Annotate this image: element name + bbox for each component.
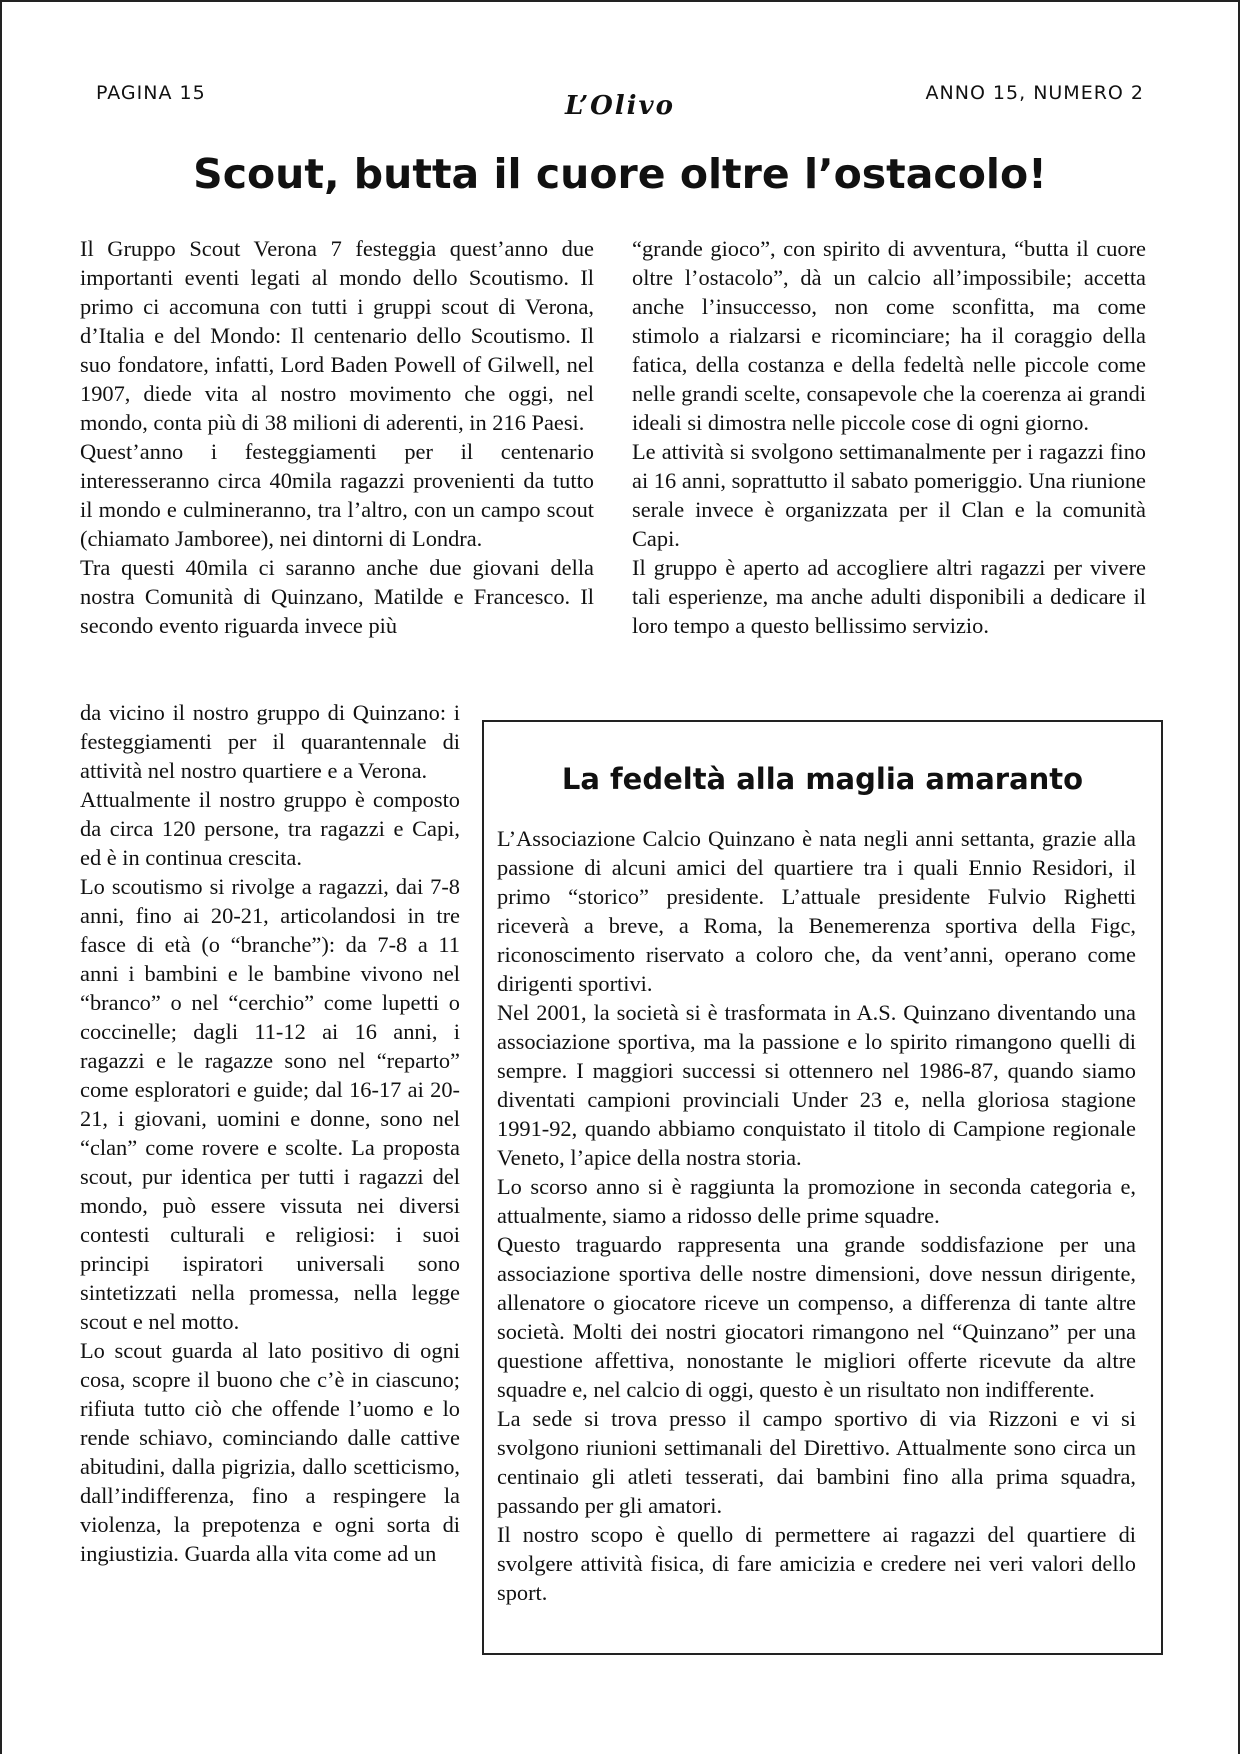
boxed-article-title: La fedeltà alla maglia amaranto — [561, 762, 1084, 796]
boxed-paragraph: La sede si trova presso il campo sportivo di via Rizzoni e vi si svolgono riunioni settimanali del Direttivo. Attualmente sono circa un centinaio gli atleti tesserati, dai bambini fino alla prima squadra, passando per gli amatori. — [497, 1406, 1136, 1518]
article-paragraph: Il gruppo è aperto ad accogliere altri ragazzi per vivere tali esperienze, ma anche adulti disponibili a dedicare il loro tempo a questo bellissimo servizio. — [632, 555, 1146, 638]
article-paragraph: da vicino il nostro gruppo di Quinzano: i festeggiamenti per il quarantennale di attività nel nostro quartiere e a Verona. — [80, 700, 460, 783]
article-paragraph: Il Gruppo Scout Verona 7 festeggia quest’anno due importanti eventi legati al mondo dello Scoutismo. Il primo ci accomuna con tutti i gruppi scout di Verona, d’Italia e del Mondo: Il centenario dello Scoutismo. Il suo fondatore, infatti, Lord Baden Powell of Gilwell, nel 1907, diede vita al nostro movimento che oggi, nel mondo, conta più di 38 milioni di aderenti, in 216 Paesi. — [80, 236, 594, 435]
boxed-article — [482, 720, 1163, 1655]
article-column-left-narrow — [80, 698, 460, 1568]
article-paragraph: “grande gioco”, con spirito di avventura, “butta il cuore oltre l’ostacolo”, dà un calcio all’impossibile; accetta anche l’insuccesso, non come sconfitta, ma come stimolo a rialzarsi e ricominciare; ha il coraggio della fatica, della costanza e della fedeltà nelle piccole come nelle grandi scelte, consapevole che la coerenza ai grandi ideali si dimostra nelle piccole cose di ogni giorno. — [632, 236, 1146, 435]
boxed-paragraph: Lo scorso anno si è raggiunta la promozione in seconda categoria e, attualmente, siamo a ridosso delle prime squadre. — [497, 1174, 1136, 1228]
boxed-article-body — [497, 824, 1136, 1607]
boxed-paragraph: L’Associazione Calcio Quinzano è nata negli anni settanta, grazie alla passione di alcuni amici del quartiere tra i quali Ennio Residori, il primo “storico” presidente. L’attuale presidente Fulvio Righetti riceverà a breve, a Roma, la Benemerenza sportiva della Figc, riconoscimento riservato a coloro che, da vent’anni, operano come dirigenti sportivi. — [497, 826, 1136, 996]
boxed-paragraph: Questo traguardo rappresenta una grande soddisfazione per una associazione sportiva delle nostre dimensioni, dove nessun dirigente, allenatore o giocatore riceve un compenso, a differenza di tante altre società. Molti dei nostri giocatori rimangono nel “Quinzano” per una questione affettiva, nonostante le migliori offerte ricevute da altre squadre e, nel calcio di oggi, questo è un risultato non indifferente. — [497, 1232, 1136, 1402]
article-paragraph: Lo scout guarda al lato positivo di ogni cosa, scopre il buono che c’è in ciascuno; rifiuta tutto ciò che offende l’uomo e lo rende schiavo, cominciando dalle cattive abitudini, dalla pigrizia, dallo scetticismo, dall’indifferenza, fino a respingere la violenza, la prepotenza e ogni sorta di ingiustizia. Guarda alla vita come ad un — [80, 1338, 460, 1566]
article-column-left-top — [80, 234, 594, 640]
article-paragraph: Attualmente il nostro gruppo è composto da circa 120 persone, tra ragazzi e Capi, ed è in continua crescita. — [80, 787, 460, 870]
article-headline: Scout, butta il cuore oltre l’ostacolo! — [193, 150, 1047, 198]
article-paragraph: Tra questi 40mila ci saranno anche due giovani della nostra Comunità di Quinzano, Matilde e Francesco. Il secondo evento riguarda invece più — [80, 555, 594, 638]
article-column-right — [632, 234, 1146, 640]
boxed-paragraph: Nel 2001, la società si è trasformata in A.S. Quinzano diventando una associazione sportiva, ma la passione e lo spirito rimangono quelli di sempre. I maggiori successi si ottennero nel 1986-87, quando siamo diventati campioni provinciali Under 23 e, nella gloriosa stagione 1991-92, quando abbiamo conquistato il titolo di Campione regionale Veneto, l’apice della nostra storia. — [497, 1000, 1136, 1170]
boxed-paragraph: Il nostro scopo è quello di permettere ai ragazzi del quartiere di svolgere attività fisica, di fare amicizia e credere nei veri valori dello sport. — [497, 1522, 1136, 1605]
page-border-left — [0, 0, 2, 1754]
page-border-top — [0, 0, 1240, 2]
masthead-logo: L’Olivo — [565, 91, 675, 121]
article-paragraph: Quest’anno i festeggiamenti per il centenario interesseranno circa 40mila ragazzi provenienti da tutto il mondo e culmineranno, tra l’altro, con un campo scout (chiamato Jamboree), nei dintorni di Londra. — [80, 439, 594, 551]
article-paragraph: Le attività si svolgono settimanalmente per i ragazzi fino ai 16 anni, soprattutto il sabato pomeriggio. Una riunione serale invece è organizzata per il Clan e la comunità Capi. — [632, 439, 1146, 551]
issue-number: ANNO 15, NUMERO 2 — [925, 82, 1144, 104]
article-paragraph: Lo scoutismo si rivolge a ragazzi, dai 7-8 anni, fino ai 20-21, articolandosi in tre fasce di età (o “branche”): da 7-8 a 11 anni i bambini e le bambine vivono nel “branco” o nel “cerchio” come lupetti o coccinelle; dagli 11-12 ai 16 anni, i ragazzi e le ragazze sono nel “reparto” come esploratori e guide; dal 16-17 ai 20-21, i giovani, uomini e donne, sono nel “clan” come rovere e scolte. La proposta scout, pur identica per tutti i ragazzi del mondo, può essere vissuta nei diversi contesti culturali e religiosi: i suoi principi ispiratori universali sono sintetizzati nella promessa, nella legge scout e nel motto. — [80, 874, 460, 1334]
page-number: PAGINA 15 — [96, 82, 206, 104]
